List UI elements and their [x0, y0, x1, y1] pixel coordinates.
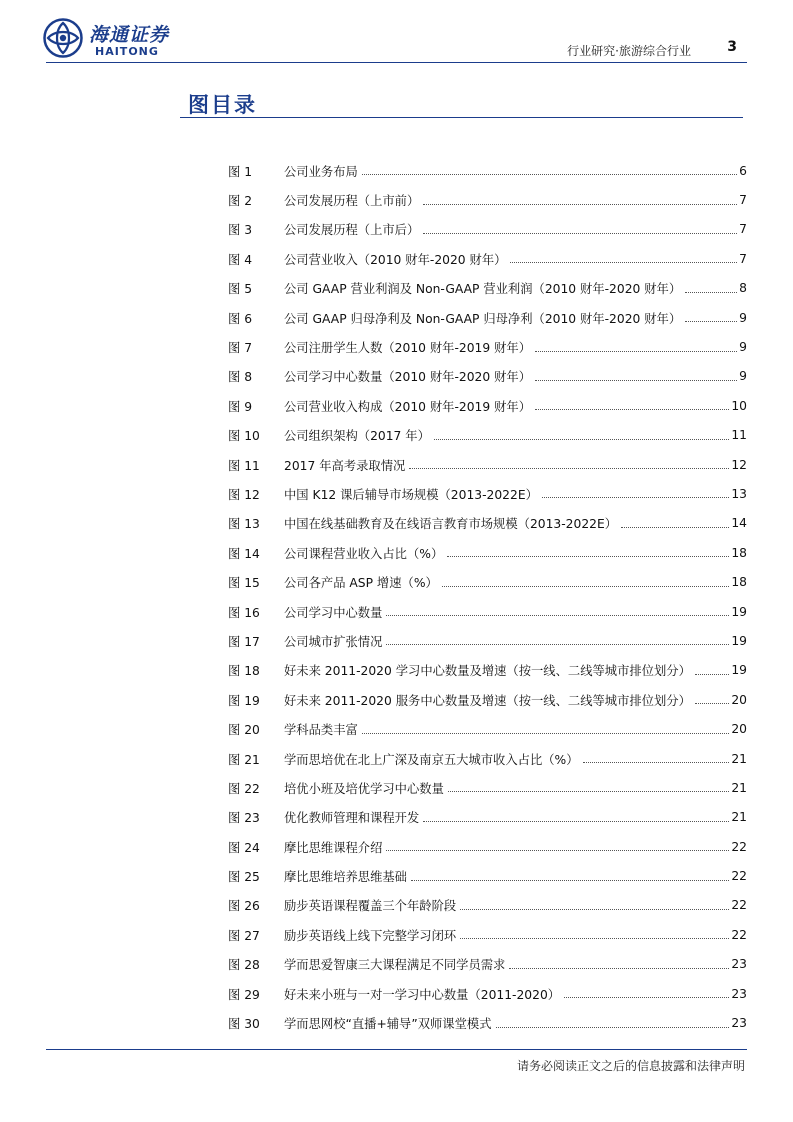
- toc-entry[interactable]: [228, 362, 747, 391]
- toc-figure-title: 公司 GAAP 归母净利及 Non-GAAP 归母净利（2010 财年-2020 财年）: [284, 311, 682, 326]
- toc-page-number: 7: [739, 251, 747, 266]
- toc-figure-title: 学而思培优在北上广深及南京五大城市收入占比（%）: [284, 752, 579, 767]
- footer-disclaimer: 请务必阅读正文之后的信息披露和法律声明: [516, 1059, 745, 1073]
- toc-entry[interactable]: [228, 567, 747, 596]
- toc-page-number: 21: [731, 810, 747, 825]
- toc-dot-leader: [448, 791, 729, 792]
- toc-entry[interactable]: [228, 450, 747, 479]
- toc-dot-leader: [442, 586, 730, 587]
- toc-page-number: 22: [731, 839, 747, 854]
- toc-figure-title: 好未来 2011-2020 学习中心数量及增速（按一线、二线等城市排位划分）: [284, 664, 691, 679]
- toc-figure-title: 公司注册学生人数（2010 财年-2019 财年）: [284, 341, 532, 356]
- toc-dot-leader: [411, 880, 729, 881]
- toc-entry[interactable]: [228, 274, 747, 303]
- toc-figure-label: 图 3: [228, 223, 253, 238]
- toc-entry[interactable]: [228, 156, 747, 185]
- toc-figure-title: 优化教师管理和课程开发: [284, 811, 420, 826]
- toc-dot-leader: [535, 380, 737, 381]
- toc-page-number: 9: [739, 310, 747, 325]
- page-title: 图目录: [188, 93, 257, 117]
- toc-page-number: 6: [739, 163, 747, 178]
- toc-dot-leader: [621, 527, 729, 528]
- toc-figure-label: 图 11: [228, 458, 260, 473]
- logo-chinese-name: 海通证券: [89, 24, 170, 46]
- toc-dot-leader: [386, 850, 729, 851]
- toc-entry[interactable]: [228, 950, 747, 979]
- toc-page-number: 18: [731, 575, 747, 590]
- toc-entry[interactable]: [228, 332, 747, 361]
- toc-figure-label: 图 19: [228, 693, 260, 708]
- toc-figure-label: 图 9: [228, 399, 253, 414]
- toc-dot-leader: [362, 733, 730, 734]
- toc-entry[interactable]: [228, 832, 747, 861]
- toc-figure-title: 励步英语线上线下完整学习闭环: [284, 928, 457, 943]
- toc-dot-leader: [386, 615, 729, 616]
- toc-figure-label: 图 1: [228, 164, 253, 179]
- toc-entry[interactable]: [228, 656, 747, 685]
- toc-page-number: 8: [739, 281, 747, 296]
- footer-divider: [46, 1049, 747, 1050]
- toc-page-number: 9: [739, 340, 747, 355]
- toc-page-number: 7: [739, 193, 747, 208]
- toc-figure-label: 图 26: [228, 899, 260, 914]
- haitong-logo-icon: [43, 18, 83, 58]
- toc-figure-title: 公司课程营业收入占比（%）: [284, 546, 444, 561]
- toc-entry[interactable]: [228, 303, 747, 332]
- toc-page-number: 23: [731, 986, 747, 1001]
- toc-page-number: 21: [731, 780, 747, 795]
- toc-page-number: 14: [731, 516, 747, 531]
- toc-entry[interactable]: [228, 509, 747, 538]
- toc-dot-leader: [564, 997, 729, 998]
- toc-dot-leader: [685, 321, 737, 322]
- toc-dot-leader: [535, 409, 729, 410]
- toc-figure-title: 摩比思维培养思维基础: [284, 870, 407, 885]
- toc-page-number: 20: [731, 692, 747, 707]
- toc-figure-title: 励步英语课程覆盖三个年龄阶段: [284, 899, 457, 914]
- toc-figure-label: 图 5: [228, 282, 253, 297]
- toc-dot-leader: [496, 1027, 730, 1028]
- toc-entry[interactable]: [228, 744, 747, 773]
- header-divider: [46, 62, 747, 63]
- toc-figure-title: 公司业务布局: [284, 164, 358, 179]
- toc-figure-title: 公司发展历程（上市后）: [284, 223, 420, 238]
- toc-page-number: 13: [731, 486, 747, 501]
- toc-entry[interactable]: [228, 538, 747, 567]
- toc-entry[interactable]: [228, 685, 747, 714]
- toc-entry[interactable]: [228, 421, 747, 450]
- toc-dot-leader: [423, 204, 737, 205]
- toc-figure-title: 中国在线基础教育及在线语言教育市场规模（2013-2022E）: [284, 517, 618, 532]
- toc-dot-leader: [386, 644, 729, 645]
- toc-dot-leader: [695, 674, 729, 675]
- toc-figure-title: 公司营业收入构成（2010 财年-2019 财年）: [284, 399, 532, 414]
- toc-figure-label: 图 25: [228, 870, 260, 885]
- toc-page-number: 20: [731, 722, 747, 737]
- toc-dot-leader: [434, 439, 729, 440]
- toc-entry[interactable]: [228, 185, 747, 214]
- toc-entry[interactable]: [228, 215, 747, 244]
- toc-dot-leader: [447, 556, 729, 557]
- toc-figure-label: 图 23: [228, 811, 260, 826]
- toc-page-number: 22: [731, 869, 747, 884]
- company-logo: [43, 18, 243, 62]
- toc-dot-leader: [460, 909, 729, 910]
- toc-figure-label: 图 24: [228, 840, 260, 855]
- toc-figure-label: 图 29: [228, 987, 260, 1002]
- title-divider: [180, 117, 743, 118]
- page-number: 3: [727, 39, 737, 55]
- toc-entry[interactable]: [228, 391, 747, 420]
- toc-figure-title: 公司营业收入（2010 财年-2020 财年）: [284, 252, 507, 267]
- toc-entry[interactable]: [228, 979, 747, 1008]
- toc-entry[interactable]: [228, 626, 747, 655]
- toc-dot-leader: [423, 233, 737, 234]
- toc-figure-label: 图 14: [228, 546, 260, 561]
- toc-page-number: 7: [739, 222, 747, 237]
- logo-english-name: HAITONG: [95, 45, 159, 58]
- toc-entry[interactable]: [228, 920, 747, 949]
- toc-figure-label: 图 16: [228, 605, 260, 620]
- toc-figure-label: 图 18: [228, 664, 260, 679]
- toc-figure-label: 图 27: [228, 928, 260, 943]
- toc-figure-label: 图 4: [228, 252, 253, 267]
- toc-figure-title: 学而思爱智康三大课程满足不同学员需求: [284, 958, 506, 973]
- toc-figure-label: 图 22: [228, 781, 260, 796]
- toc-entry[interactable]: [228, 861, 747, 890]
- toc-page-number: 19: [731, 604, 747, 619]
- toc-page-number: 21: [731, 751, 747, 766]
- toc-dot-leader: [695, 703, 729, 704]
- toc-figure-label: 图 6: [228, 311, 253, 326]
- toc-entry[interactable]: [228, 1008, 747, 1037]
- toc-figure-label: 图 7: [228, 341, 253, 356]
- toc-dot-leader: [685, 292, 737, 293]
- toc-figure-label: 图 21: [228, 752, 260, 767]
- toc-figure-title: 公司各产品 ASP 增速（%）: [284, 576, 438, 591]
- toc-figure-title: 公司 GAAP 营业利润及 Non-GAAP 营业利润（2010 财年-2020 财年）: [284, 282, 682, 297]
- toc-entry[interactable]: [228, 479, 747, 508]
- toc-figure-label: 图 15: [228, 576, 260, 591]
- toc-dot-leader: [583, 762, 730, 763]
- toc-figure-title: 培优小班及培优学习中心数量: [284, 781, 444, 796]
- report-section: 行业研究·旅游综合行业: [567, 44, 691, 58]
- toc-figure-title: 学而思网校“直播+辅导”双师课堂模式: [284, 1017, 492, 1032]
- toc-page-number: 19: [731, 633, 747, 648]
- toc-dot-leader: [535, 351, 737, 352]
- toc-dot-leader: [362, 174, 737, 175]
- toc-figure-label: 图 20: [228, 723, 260, 738]
- toc-entry[interactable]: [228, 714, 747, 743]
- toc-figure-title: 公司学习中心数量: [284, 605, 383, 620]
- toc-figure-title: 中国 K12 课后辅导市场规模（2013-2022E）: [284, 487, 538, 502]
- toc-figure-title: 好未来小班与一对一学习中心数量（2011-2020）: [284, 987, 561, 1002]
- toc-page-number: 22: [731, 927, 747, 942]
- toc-figure-title: 公司发展历程（上市前）: [284, 194, 420, 209]
- toc-figure-label: 图 30: [228, 1017, 260, 1032]
- toc-dot-leader: [460, 938, 729, 939]
- toc-figure-label: 图 10: [228, 429, 260, 444]
- toc-figure-label: 图 13: [228, 517, 260, 532]
- toc-page-number: 11: [731, 428, 747, 443]
- toc-entry[interactable]: [228, 773, 747, 802]
- toc-entry[interactable]: [228, 891, 747, 920]
- toc-dot-leader: [510, 262, 737, 263]
- toc-dot-leader: [542, 497, 729, 498]
- toc-page-number: 9: [739, 369, 747, 384]
- toc-entry[interactable]: [228, 244, 747, 273]
- toc-entry[interactable]: [228, 803, 747, 832]
- toc-figure-title: 公司城市扩张情况: [284, 634, 383, 649]
- toc-page-number: 23: [731, 1016, 747, 1031]
- toc-figure-title: 学科品类丰富: [284, 723, 358, 738]
- toc-figure-title: 摩比思维课程介绍: [284, 840, 383, 855]
- toc-figure-title: 公司组织架构（2017 年）: [284, 429, 430, 444]
- figure-list: [228, 156, 747, 1038]
- toc-figure-label: 图 12: [228, 487, 260, 502]
- toc-dot-leader: [423, 821, 729, 822]
- toc-figure-label: 图 28: [228, 958, 260, 973]
- toc-page-number: 12: [731, 457, 747, 472]
- toc-page-number: 23: [731, 957, 747, 972]
- toc-figure-label: 图 2: [228, 194, 253, 209]
- toc-page-number: 19: [731, 663, 747, 678]
- toc-page-number: 18: [731, 545, 747, 560]
- toc-figure-title: 好未来 2011-2020 服务中心数量及增速（按一线、二线等城市排位划分）: [284, 693, 691, 708]
- toc-page-number: 10: [731, 398, 747, 413]
- toc-figure-title: 2017 年高考录取情况: [284, 458, 406, 473]
- toc-entry[interactable]: [228, 597, 747, 626]
- toc-figure-title: 公司学习中心数量（2010 财年-2020 财年）: [284, 370, 532, 385]
- toc-dot-leader: [409, 468, 729, 469]
- toc-page-number: 22: [731, 898, 747, 913]
- toc-dot-leader: [509, 968, 729, 969]
- toc-figure-label: 图 8: [228, 370, 253, 385]
- toc-figure-label: 图 17: [228, 634, 260, 649]
